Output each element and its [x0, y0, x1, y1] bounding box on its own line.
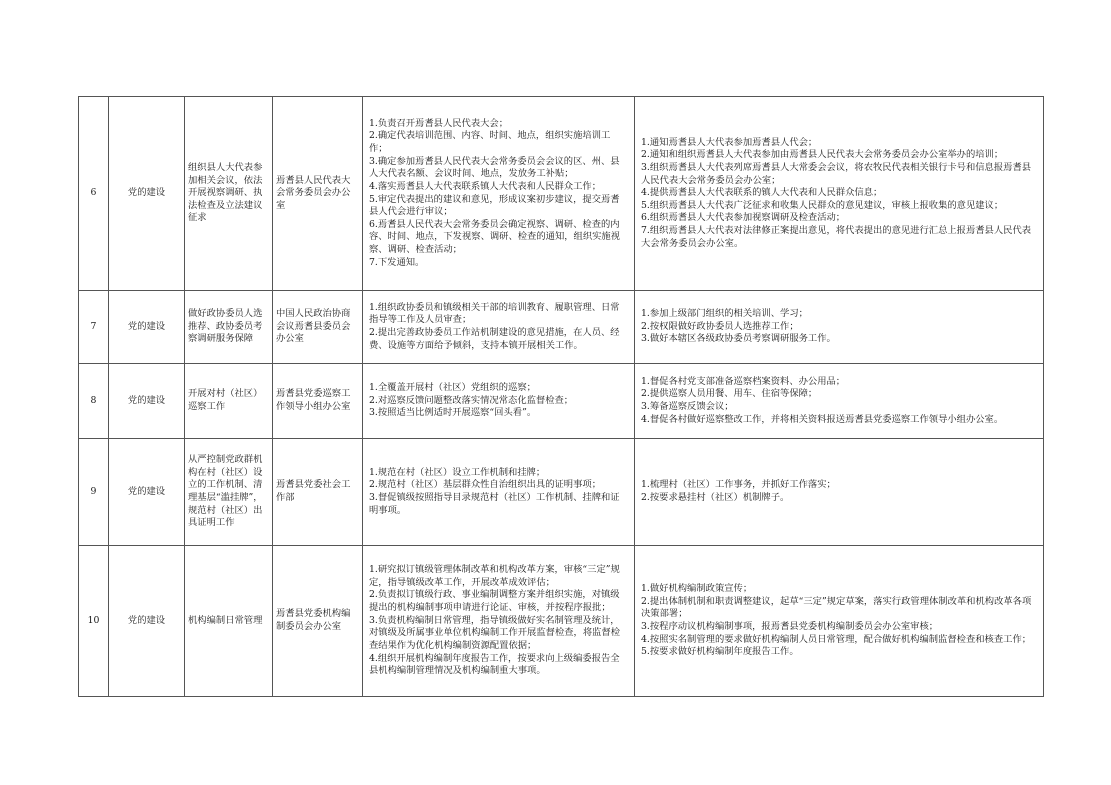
row-number: 8 [79, 364, 109, 439]
row-item: 机构编制日常管理 [185, 546, 273, 697]
town-duties [635, 364, 1044, 439]
town-duty-line: 1.做好机构编制政策宣传； [641, 583, 753, 595]
row-department: 焉耆县党委巡察工作领导小组办公室 [273, 364, 363, 439]
table-row [79, 97, 1044, 291]
row-category: 党的建设 [109, 364, 185, 439]
county-duty-line: 1.规范在村（社区）设立工作机制和挂牌； [369, 466, 546, 478]
town-duty-line: 3.按程序动议机构编制事项，报焉耆县党委机构编制委员会办公室审核； [641, 621, 939, 632]
town-duty-line: 5.组织焉耆县人大代表广泛征求和收集人民群众的意见建议，审核上报收集的意见建议； [641, 199, 1004, 211]
row-category: 党的建设 [109, 546, 185, 697]
town-duty-line: 4.按照实名制管理的要求做好机构编制人员日常管理，配合做好机构编制监督检查和核查工作； [641, 633, 1032, 645]
county-duty-line: 1.研究拟订镇级管理体制改革和机构改革方案，审核“三定”规定，指导镇级改革工作，开展改革成效评估； [369, 564, 620, 588]
row-category: 党的建设 [109, 97, 185, 291]
county-duties [363, 546, 635, 697]
town-duty-line: 1.梳理村（社区）工作事务，并抓好工作落实； [641, 479, 836, 491]
county-duties [363, 97, 635, 291]
town-duties [635, 291, 1044, 364]
county-duty-line: 4.组织开展机构编制年度报告工作，按要求向上级编委报告全县机构编制管理情况及机构编制重大事项。 [369, 652, 620, 677]
row-department: 焉耆县人民代表大会常务委员会办公室 [273, 97, 363, 291]
row-item: 组织县人大代表参加相关会议，依法开展视察调研、执法检查及立法建议征求 [185, 97, 273, 291]
row-department: 中国人民政治协商会议焉耆县委员会办公室 [273, 291, 363, 364]
town-duties [635, 439, 1044, 546]
county-duty-line: 3.确定参加焉耆县人民代表大会常务委员会会议的区、州、县人大代表名额、会议时间、地点，发放务工补贴； [369, 155, 620, 180]
row-number: 6 [79, 97, 109, 291]
table-row [79, 364, 1044, 439]
county-duty-line: 1.全覆盖开展村（社区）党组织的巡察； [369, 382, 536, 394]
duty-table-body [79, 97, 1044, 697]
county-duties [363, 439, 635, 546]
town-duty-line: 2.提出体制机制和职责调整建议，起草“三定”规定草案，落实行政管理体制改革和机构改革各项决策部署； [641, 595, 1032, 620]
row-department: 焉耆县党委机构编制委员会办公室 [273, 546, 363, 697]
county-duty-line: 4.落实焉耆县人大代表联系镇人大代表和人民群众工作； [369, 180, 601, 192]
county-duties [363, 291, 635, 364]
duty-table [78, 96, 1044, 697]
county-duties [363, 364, 635, 439]
town-duty-line: 5.按要求做好机构编制年度报告工作。 [641, 646, 799, 658]
row-number: 10 [79, 546, 109, 697]
county-duty-line: 2.规范村（社区）基层群众性自治组织出具的证明事项； [369, 479, 601, 491]
town-duty-line: 3.做好本辖区各级政协委员考察调研服务工作。 [641, 333, 836, 345]
town-duty-line: 1.通知焉耆县人大代表参加焉耆县人代会； [641, 136, 818, 148]
table-row [79, 291, 1044, 364]
county-duty-line: 2.确定代表培训范围、内容、时间、地点，组织实施培训工作； [369, 130, 611, 154]
county-duty-line: 7.下发通知。 [369, 256, 425, 268]
row-category: 党的建设 [109, 439, 185, 546]
county-duty-line: 2.对巡察反馈问题整改落实情况常态化监督检查； [369, 394, 574, 406]
row-item: 开展对村（社区）巡察工作 [185, 364, 273, 439]
county-duty-line: 1.组织政协委员和镇级相关干部的培训教育、履职管理、日常指导等工作及人员审查； [369, 301, 620, 326]
row-item: 做好政协委员人选推荐、政协委员考察调研服务保障 [185, 291, 273, 364]
county-duty-line: 2.提出完善政协委员工作站机制建设的意见措施，在人员、经费、设施等方面给予倾斜，支持本镇开展相关工作。 [369, 327, 620, 351]
town-duty-line: 2.按要求悬挂村（社区）机制牌子。 [641, 492, 790, 503]
row-department: 焉耆县党委社会工作部 [273, 439, 363, 546]
county-duty-line: 6.焉耆县人民代表大会常务委员会确定视察、调研、检查的内容、时间、地点，下发视察、调研、检查的通知，组织实施视察、调研、检查活动； [369, 218, 621, 256]
town-duty-line: 4.督促各村做好巡察整改工作，并将相关资料报送焉耆县党委巡察工作领导小组办公室。 [641, 413, 1004, 425]
town-duties [635, 97, 1044, 291]
table-row [79, 546, 1044, 697]
county-duty-line: 1.负责召开焉耆县人民代表大会； [369, 117, 509, 129]
row-number: 7 [79, 291, 109, 364]
table-row [79, 439, 1044, 546]
row-category: 党的建设 [109, 291, 185, 364]
county-duty-line: 3.负责机构编制日常管理，指导镇级做好实名制管理及统计，对镇级及所属事业单位机构编制工作开展监督检查，将监督检查结果作为优化机构编制资源配置依据； [369, 614, 621, 651]
town-duty-line: 4.提供焉耆县人大代表联系的镇人大代表和人民群众信息； [641, 187, 883, 199]
row-item: 从严控制党政群机构在村（社区）设立的工作机制、清理基层“滥挂牌”，规范村（社区）出具证明工作 [185, 439, 273, 546]
county-duty-line: 3.督促镇级按照指导目录规范村（社区）工作机制、挂牌和证明事项。 [369, 492, 620, 516]
town-duty-line: 7.组织焉耆县人大代表对法律修正案提出意见，将代表提出的意见进行汇总上报焉耆县人民代表大会常务委员会办公室。 [641, 225, 1032, 249]
town-duty-line: 1.参加上级部门组织的相关培训、学习； [641, 308, 808, 320]
town-duties [635, 546, 1044, 697]
town-duty-line: 2.通知和组织焉耆县人大代表参加由焉耆县人民代表大会常务委员会办公室举办的培训； [641, 149, 1004, 161]
row-number: 9 [79, 439, 109, 546]
county-duty-line: 2.负责拟订镇级行政、事业编制调整方案并组织实施，对镇级提出的机构编制事项申请进行论证、审核，并按程序报批； [369, 589, 620, 614]
town-duty-line: 3.筹备巡察反馈会议； [641, 401, 734, 412]
town-duty-line: 3.组织焉耆县人大代表列席焉耆县人大常委会会议，将农牧民代表相关银行卡号和信息报焉耆县人民代表大会常务委员会办公室； [641, 161, 1032, 186]
town-duty-line: 2.按权限做好政协委员人选推荐工作； [641, 320, 799, 332]
county-duty-line: 3.按照适当比例适时开展巡察“回头看”。 [369, 407, 537, 419]
county-duty-line: 5.审定代表提出的建议和意见，形成议案初步建议，提交焉耆县人代会进行审议； [369, 193, 620, 218]
town-duty-line: 6.组织焉耆县人大代表参加视察调研及检查活动； [641, 212, 846, 224]
town-duty-line: 1.督促各村党支部准备巡察档案资料、办公用品； [641, 375, 846, 387]
town-duty-line: 2.提供巡察人员用餐、用车、住宿等保障； [641, 388, 818, 400]
